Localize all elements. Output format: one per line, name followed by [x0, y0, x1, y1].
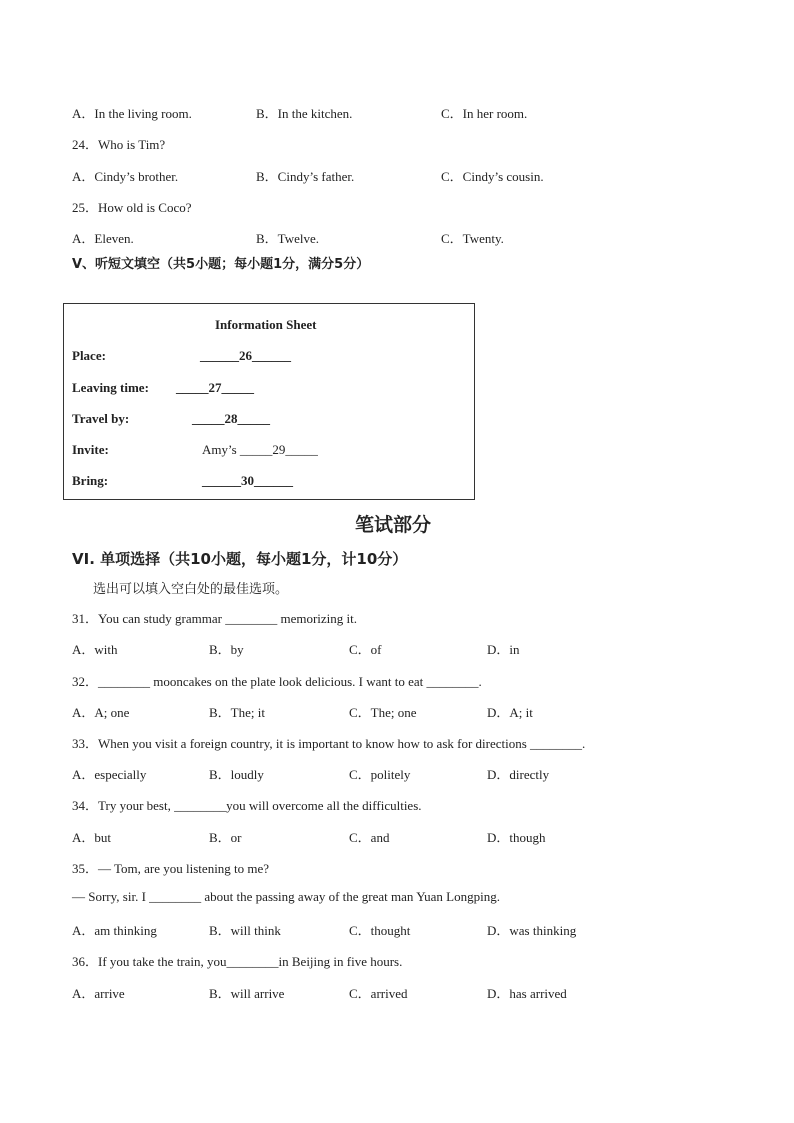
q32-stem: 32．________ mooncakes on the plate look delicious. I want to eat ________. — [72, 674, 482, 689]
q35-stem-reply: — Sorry, sir. I ________ about the passing away of the great man Yuan Longping. — [72, 889, 500, 904]
q36-stem: 36．If you take the train, you________in Beijing in five hours. — [72, 954, 403, 969]
q34-option-b: B．or — [209, 830, 242, 845]
q31-stem: 31．You can study grammar ________ memorizing it. — [72, 611, 358, 626]
q24-option-c: C．Cindy’s cousin. — [441, 169, 544, 184]
sheet-label-place: Place: — [72, 348, 106, 363]
sheet-label-travel-by: Travel by: — [72, 411, 130, 426]
q36-option-a: A．arrive — [72, 986, 125, 1001]
q23-option-c: C．In her room. — [441, 106, 528, 121]
q33-option-c: C．politely — [349, 767, 411, 782]
q24-option-a: A．Cindy’s brother. — [72, 169, 179, 184]
q34-option-a: A．but — [72, 830, 112, 845]
sheet-blank-28: _____28_____ — [192, 411, 270, 426]
sheet-label-invite: Invite: — [72, 442, 109, 457]
sheet-invite-prefix: Amy’s — [202, 442, 240, 457]
q35-stem: 35．— Tom, are you listening to me? — [72, 861, 270, 876]
q31-option-b: B．by — [209, 642, 244, 657]
sheet-invite-value — [202, 442, 318, 458]
q32-option-c: C．The; one — [349, 705, 417, 720]
q33-option-b: B．loudly — [209, 767, 264, 782]
q32-option-b: B．The; it — [209, 705, 265, 720]
q23-option-b: B．In the kitchen. — [256, 106, 353, 121]
sheet-blank-29: _____29_____ — [239, 442, 318, 457]
q23-option-a: A．In the living room. — [72, 106, 192, 121]
section-6-instruction: 选出可以填入空白处的最佳选项。 — [93, 582, 289, 597]
sheet-blank-30: ______30______ — [202, 473, 293, 488]
information-sheet — [63, 303, 475, 500]
q25-option-b: B．Twelve. — [256, 231, 319, 246]
q34-option-c: C．and — [349, 830, 390, 845]
q34-option-d: D．though — [487, 830, 546, 845]
q35-option-d: D．was thinking — [487, 923, 577, 938]
q24-option-b: B．Cindy’s father. — [256, 169, 355, 184]
q31-option-d: D．in — [487, 642, 520, 657]
q36-option-d: D．has arrived — [487, 986, 567, 1001]
sheet-label-bring: Bring: — [72, 473, 109, 488]
section-5-heading: V、听短文填空（共5小题；每小题1分，满分5分） — [72, 257, 370, 272]
q36-option-b: B．will arrive — [209, 986, 285, 1001]
sheet-blank-27: _____27_____ — [176, 380, 254, 395]
q33-option-a: A．especially — [72, 767, 147, 782]
written-part-title: 笔试部分 — [355, 514, 432, 536]
sheet-label-leaving-time: Leaving time: — [72, 380, 149, 395]
q24-stem: 24．Who is Tim? — [72, 137, 166, 152]
q25-stem: 25．How old is Coco? — [72, 200, 192, 215]
q31-option-c: C．of — [349, 642, 382, 657]
q35-option-a: A．am thinking — [72, 923, 157, 938]
q31-option-a: A．with — [72, 642, 118, 657]
q32-option-d: D．A; it — [487, 705, 533, 720]
sheet-blank-26: ______26______ — [200, 348, 291, 363]
q33-stem: 33．When you visit a foreign country, it is important to know how to ask for directions ________. — [72, 736, 586, 751]
q34-stem: 34．Try your best, ________you will overcome all the difficulties. — [72, 798, 422, 813]
q32-option-a: A．A; one — [72, 705, 130, 720]
q25-option-c: C．Twenty. — [441, 231, 504, 246]
sheet-title: Information Sheet — [215, 317, 317, 332]
q36-option-c: C．arrived — [349, 986, 408, 1001]
q33-option-d: D．directly — [487, 767, 550, 782]
q35-option-b: B．will think — [209, 923, 281, 938]
section-6-heading: VI. 单项选择（共10小题，每小题1分，计10分） — [72, 550, 408, 568]
q25-option-a: A．Eleven. — [72, 231, 134, 246]
q35-option-c: C．thought — [349, 923, 411, 938]
